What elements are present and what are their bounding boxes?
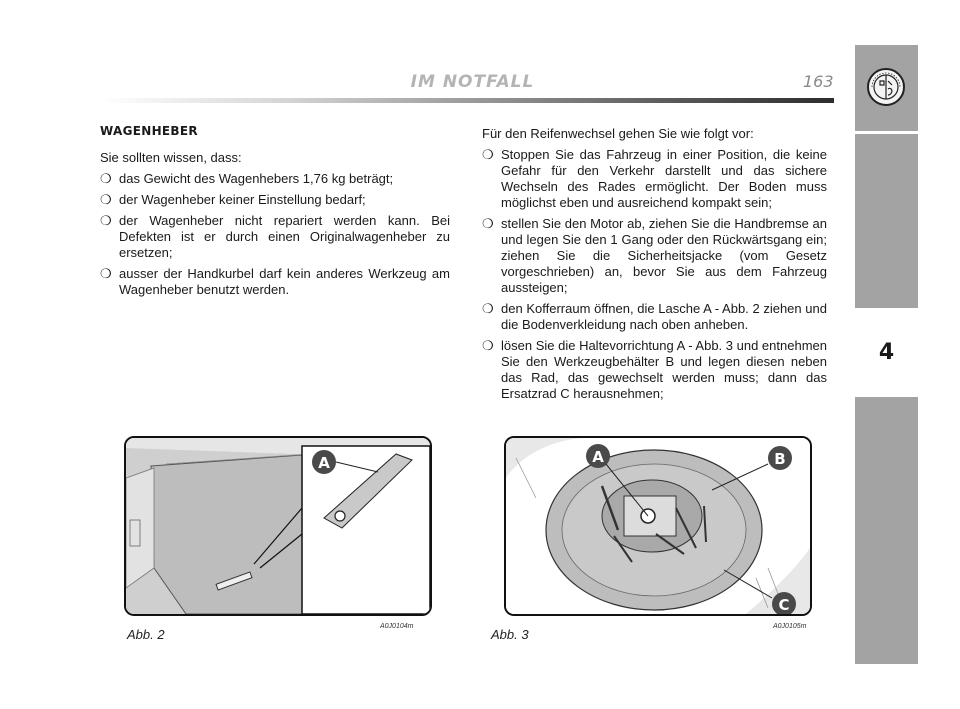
list-item-text: der Wagenheber keiner Einstellung bedarf; — [119, 192, 366, 207]
list-item-text: lösen Sie die Haltevorrichtung A - Abb. 3 und entnehmen Sie den Werkzeugbehälter B und legen diesen neben das Rad, das gewechselt werden muss; dann das Ersatzrad C herausnehmen; — [501, 338, 827, 401]
list-item-text: der Wagenheber nicht repariert werden kann. Bei Defekten ist er durch einen Originalwagenheber zu ersetzen; — [119, 213, 450, 260]
list-item — [482, 338, 827, 402]
left-intro: Sie sollten wissen, dass: — [100, 150, 242, 165]
callout-a-label: A — [318, 454, 330, 472]
alfa-romeo-emblem-icon — [866, 67, 906, 107]
page-number: 163 — [803, 72, 834, 91]
left-column — [100, 150, 450, 303]
list-item — [100, 171, 450, 187]
section-heading: WAGENHEBER — [100, 124, 198, 138]
list-item — [482, 301, 827, 333]
figure-caption: Abb. 3 — [491, 627, 529, 642]
list-item — [482, 216, 827, 296]
list-item-text: den Kofferraum öffnen, die Lasche A - Abb. 2 ziehen und die Bodenverkleidung nach oben anheben. — [501, 301, 827, 332]
right-column — [482, 126, 827, 407]
list-item-text: stellen Sie den Motor ab, ziehen Sie die Handbremse an und legen Sie den 1 Gang oder den Rückwärtsgang ein; ziehen Sie die Sicherheitsjacke (vom Gesetz vorgeschrieben) an, bevor Sie aus dem Fahrzeug aussteigen; — [501, 216, 827, 295]
bullet-icon: ❍ — [482, 147, 494, 162]
callout-c-label: C — [778, 596, 790, 614]
right-intro: Für den Reifenwechsel gehen Sie wie folgt vor: — [482, 126, 754, 141]
bullet-icon: ❍ — [482, 216, 494, 231]
list-item — [100, 213, 450, 261]
bullet-icon: ❍ — [100, 171, 112, 186]
chapter-sidebar — [855, 45, 918, 664]
callout-b-label: B — [774, 450, 786, 468]
spare-wheel-illustration — [506, 438, 810, 614]
trunk-floor-illustration — [126, 438, 430, 614]
figure-caption: Abb. 2 — [127, 627, 165, 642]
list-item — [482, 147, 827, 211]
chapter-number[interactable]: 4 — [855, 311, 918, 394]
figure-spare-wheel — [504, 436, 812, 616]
left-bullet-list — [100, 171, 450, 298]
callout-a-label: A — [592, 448, 604, 466]
figure-code: A0J0105m — [773, 623, 807, 630]
figure-trunk-floor — [124, 436, 432, 616]
list-item-text: das Gewicht des Wagenhebers 1,76 kg beträgt; — [119, 171, 394, 186]
logo-tab — [855, 45, 918, 131]
bullet-icon: ❍ — [482, 301, 494, 316]
figure-code: A0J0104m — [380, 623, 414, 630]
right-bullet-list — [482, 147, 827, 402]
bullet-icon: ❍ — [100, 192, 112, 207]
list-item-text: ausser der Handkurbel darf kein anderes Werkzeug am Wagenheber benutzt werden. — [119, 266, 450, 297]
bullet-icon: ❍ — [100, 213, 112, 228]
list-item-text: Stoppen Sie das Fahrzeug in einer Position, die keine Gefahr für den Verkehr darstellt und das sichere Wechseln des Rades ermöglicht. Der Boden muss möglichst eben und ausreichend kompakt sein; — [501, 147, 827, 210]
upper-chapter-tab[interactable] — [855, 134, 918, 308]
page-header-title: IM NOTFALL — [410, 72, 535, 92]
list-item — [100, 192, 450, 208]
list-item — [100, 266, 450, 298]
header-rule — [100, 98, 834, 103]
lower-chapter-tab[interactable] — [855, 397, 918, 664]
bullet-icon: ❍ — [100, 266, 112, 281]
bullet-icon: ❍ — [482, 338, 494, 353]
